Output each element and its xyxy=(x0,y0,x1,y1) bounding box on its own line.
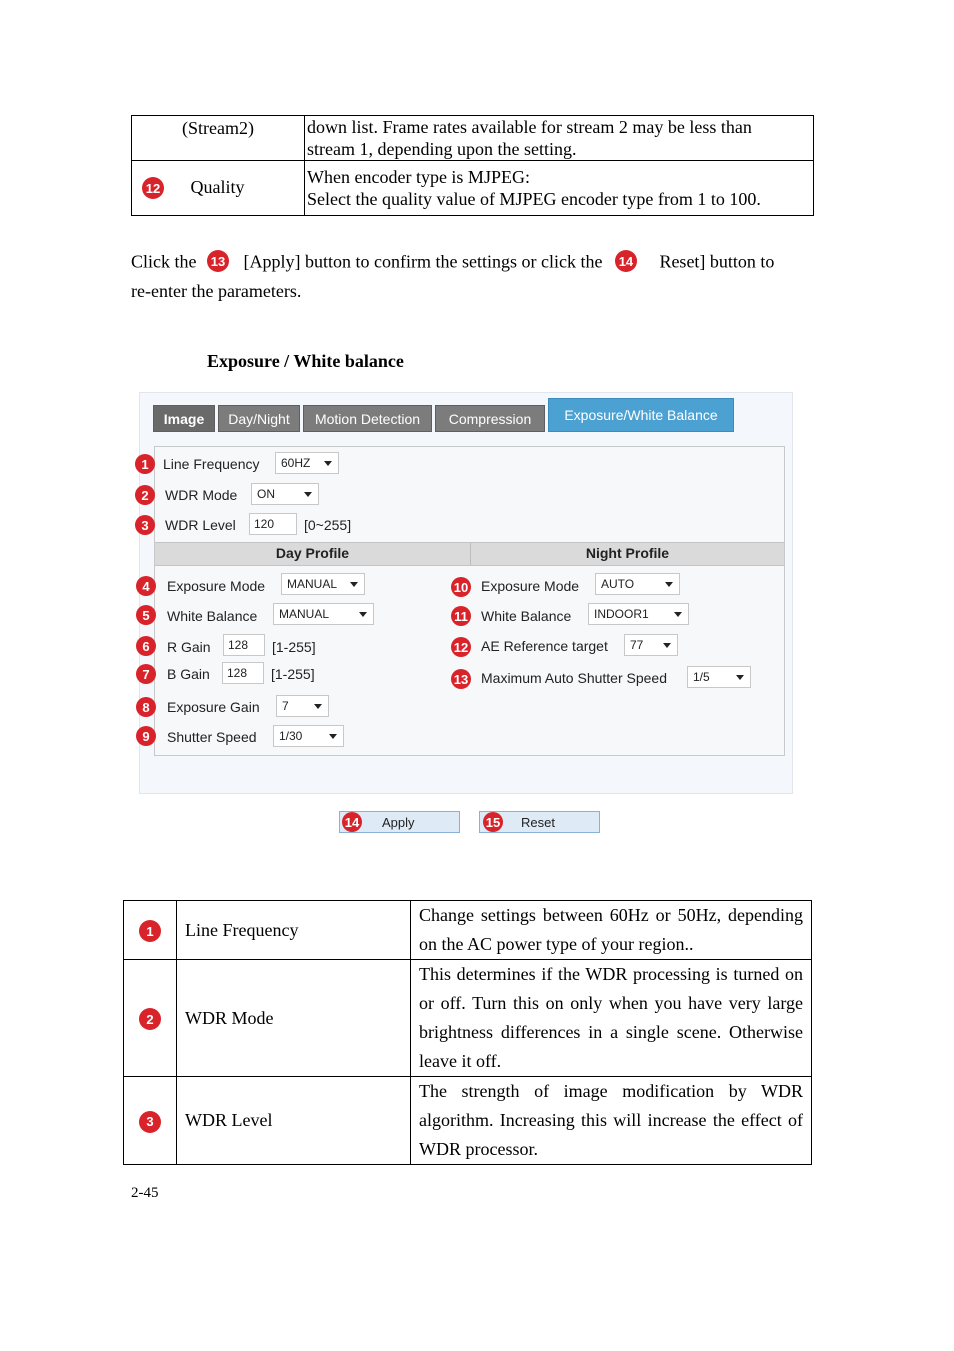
day-exposure-mode-select[interactable] xyxy=(281,573,365,595)
tab-image[interactable]: Image xyxy=(153,405,215,432)
tab-compression[interactable]: Compression xyxy=(435,405,545,432)
wdr-level-input[interactable]: 120 xyxy=(249,513,297,535)
chevron-down-icon xyxy=(350,582,358,587)
section-title: Exposure / White balance xyxy=(207,351,404,371)
max-shutter-select[interactable] xyxy=(687,666,751,688)
chevron-down-icon xyxy=(663,643,671,648)
number-2-icon: 2 xyxy=(135,485,155,505)
chevron-down-icon xyxy=(304,492,312,497)
shutter-speed-label: Shutter Speed xyxy=(167,729,257,745)
day-exposure-mode-label: Exposure Mode xyxy=(167,578,266,594)
line-frequency-select[interactable] xyxy=(275,452,339,474)
selected-value: ON xyxy=(257,487,275,501)
number-9-icon: 9 xyxy=(136,726,156,746)
line-frequency-label: Line Frequency xyxy=(163,456,260,472)
number-4-icon: 4 xyxy=(136,576,156,596)
ae-reference-label: AE Reference target xyxy=(481,638,608,654)
night-profile-header: Night Profile xyxy=(585,545,670,561)
day-white-balance-label: White Balance xyxy=(167,608,258,624)
chevron-down-icon xyxy=(674,612,682,617)
selected-value: MANUAL xyxy=(287,577,338,591)
night-exposure-mode-select[interactable] xyxy=(595,573,680,595)
param-cell xyxy=(132,161,305,216)
param-cell: WDR Level xyxy=(177,1077,411,1165)
selected-value: 1/30 xyxy=(279,729,303,743)
desc-cell: Change settings between 60Hz or 50Hz, depending on the AC power type of your region.. xyxy=(411,901,812,960)
night-white-balance-label: White Balance xyxy=(481,608,572,624)
chevron-down-icon xyxy=(324,461,332,466)
instruction-line xyxy=(131,250,774,273)
desc-line: Select the quality value of MJPEG encoder type from 1 to 100. xyxy=(307,189,761,209)
day-profile-header: Day Profile xyxy=(275,545,350,561)
reset-button[interactable] xyxy=(479,811,600,833)
chevron-down-icon xyxy=(736,675,744,680)
tab-day-night[interactable]: Day/Night xyxy=(218,405,300,432)
number-12-icon: 12 xyxy=(451,637,471,657)
wdr-level-label: WDR Level xyxy=(165,517,236,533)
num-cell xyxy=(124,960,177,1077)
selected-value: INDOOR1 xyxy=(594,607,649,621)
number-1-icon: 1 xyxy=(135,454,155,474)
chevron-down-icon xyxy=(359,612,367,617)
num-cell xyxy=(124,1077,177,1165)
chevron-down-icon xyxy=(329,734,337,739)
b-gain-range: [1-255] xyxy=(271,666,315,682)
desc-line: down list. Frame rates available for stream 2 may be less than xyxy=(307,117,752,137)
day-white-balance-select[interactable] xyxy=(273,603,374,625)
apply-button[interactable] xyxy=(339,811,460,833)
apply-label: Apply xyxy=(382,814,415,830)
desc-cell xyxy=(305,161,814,216)
selected-value: AUTO xyxy=(601,577,635,591)
instruction-text: Click the xyxy=(131,251,197,272)
number-8-icon: 8 xyxy=(136,697,156,717)
r-gain-input[interactable]: 128 xyxy=(223,634,265,656)
r-gain-range: [1-255] xyxy=(272,639,316,655)
desc-cell: This determines if the WDR processing is turned on or off. Turn this on only when you have very large brightness differences in a single scene. Otherwise leave it off. xyxy=(411,960,812,1077)
selected-value: 7 xyxy=(282,699,289,713)
number-14-icon: 14 xyxy=(342,812,362,832)
chevron-down-icon xyxy=(314,704,322,709)
number-15-icon: 15 xyxy=(483,812,503,832)
exposure-gain-label: Exposure Gain xyxy=(167,699,260,715)
tab-motion-detection[interactable]: Motion Detection xyxy=(303,405,432,432)
number-3-icon: 3 xyxy=(135,515,155,535)
top-parameter-table xyxy=(131,115,814,216)
num-cell xyxy=(124,901,177,960)
number-3-icon: 3 xyxy=(139,1111,161,1133)
b-gain-input[interactable]: 128 xyxy=(222,662,264,684)
wdr-mode-select[interactable] xyxy=(251,483,319,505)
desc-line: stream 1, depending upon the setting. xyxy=(307,139,577,159)
param-cell: (Stream2) xyxy=(132,116,305,161)
number-2-icon: 2 xyxy=(139,1008,161,1030)
number-7-icon: 7 xyxy=(136,664,156,684)
number-14-icon: 14 xyxy=(615,250,637,272)
number-11-icon: 11 xyxy=(451,606,471,626)
instruction-line-2: re-enter the parameters. xyxy=(131,281,302,301)
number-12-icon: 12 xyxy=(142,177,164,199)
desc-cell xyxy=(305,116,814,161)
exposure-gain-select[interactable] xyxy=(276,695,329,717)
selected-value: 60HZ xyxy=(281,456,311,470)
b-gain-label: B Gain xyxy=(167,666,210,682)
param-label: Quality xyxy=(190,176,245,197)
wdr-mode-label: WDR Mode xyxy=(165,487,238,503)
number-13-icon: 13 xyxy=(451,669,471,689)
desc-line: When encoder type is MJPEG: xyxy=(307,167,530,187)
instruction-text: [Apply] button to confirm the settings or click the xyxy=(243,251,603,272)
tab-exposure-white-balance[interactable]: Exposure/White Balance xyxy=(548,398,734,432)
reset-label: Reset xyxy=(521,814,555,830)
param-cell: Line Frequency xyxy=(177,901,411,960)
night-white-balance-select[interactable] xyxy=(588,603,689,625)
table-row xyxy=(124,901,812,960)
number-5-icon: 5 xyxy=(136,605,156,625)
instruction-text: Reset] button to xyxy=(659,251,775,272)
table-row xyxy=(124,1077,812,1165)
selected-value: 1/5 xyxy=(693,670,710,684)
shutter-speed-select[interactable] xyxy=(273,725,344,747)
max-shutter-label: Maximum Auto Shutter Speed xyxy=(481,670,667,686)
number-6-icon: 6 xyxy=(136,636,156,656)
ae-reference-select[interactable] xyxy=(624,634,678,656)
number-1-icon: 1 xyxy=(139,920,161,942)
table-row xyxy=(132,116,814,161)
table-row xyxy=(132,161,814,216)
table-row xyxy=(124,960,812,1077)
page-number: 2-45 xyxy=(131,1185,159,1201)
description-table xyxy=(123,900,812,1165)
selected-value: 77 xyxy=(630,638,644,652)
night-exposure-mode-label: Exposure Mode xyxy=(481,578,580,594)
chevron-down-icon xyxy=(665,582,673,587)
param-cell: WDR Mode xyxy=(177,960,411,1077)
number-13-icon: 13 xyxy=(207,250,229,272)
desc-cell: The strength of image modification by WDR algorithm. Increasing this will increase the effect of WDR processor. xyxy=(411,1077,812,1165)
wdr-level-range: [0~255] xyxy=(304,517,352,533)
r-gain-label: R Gain xyxy=(167,639,211,655)
selected-value: MANUAL xyxy=(279,607,330,621)
number-10-icon: 10 xyxy=(451,577,471,597)
